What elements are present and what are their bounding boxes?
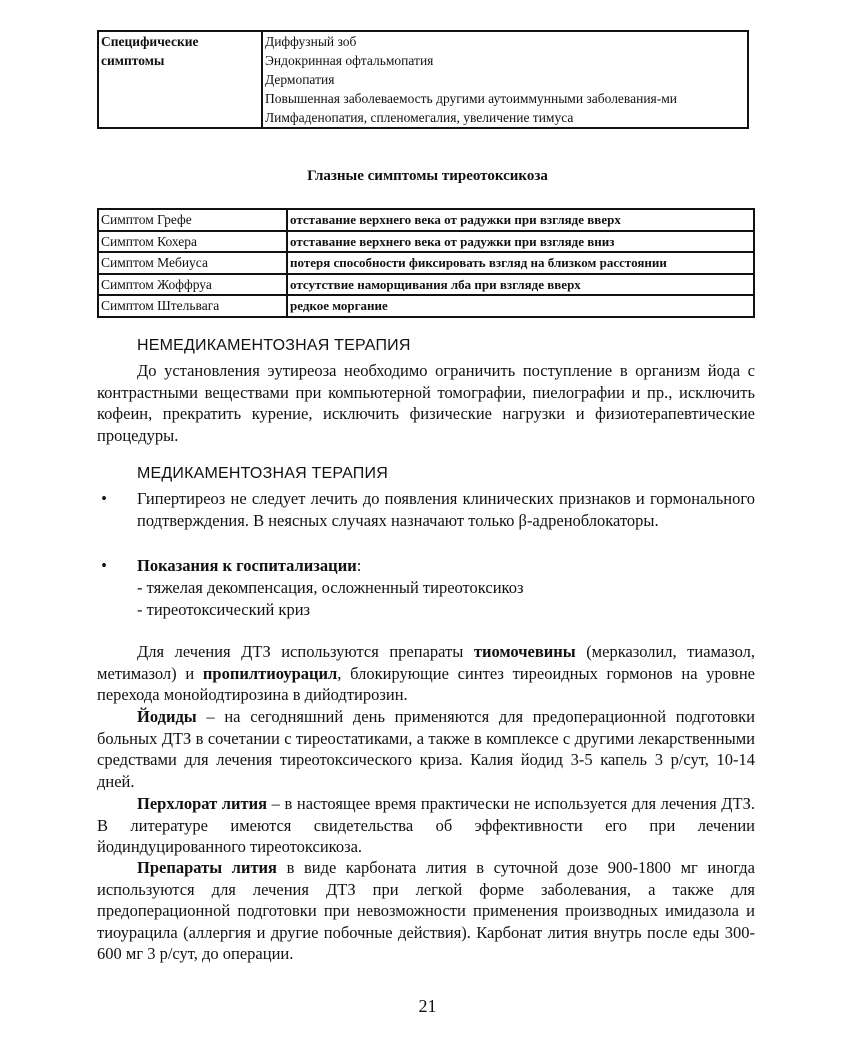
nonmedication-paragraph: До установления эутиреоза необходимо ограничить поступление в организм йода с контрастными веществами при компьютерной томографии, пиелографии и пр., исключить кофеин, прекратить курение, исключить физические нагрузки и физиотерапевтические процедуры. <box>97 361 755 445</box>
symptom-name: Симптом Грефе <box>98 209 287 231</box>
page-number: 21 <box>418 996 437 1016</box>
symptom-description: отсутствие наморщивания лба при взгляде вверх <box>287 274 754 296</box>
hospitalization-label: Показания к госпитализации <box>137 556 357 575</box>
bullet-text <box>137 555 755 577</box>
lithium-perchlorate-paragraph <box>97 793 755 858</box>
symptom-name: Симптом Мебиуса <box>98 252 287 274</box>
hospitalization-item: - тиреотоксический криз <box>137 600 311 619</box>
treatment-paragraph <box>97 641 755 706</box>
text-run: – на сегодняшний день применяются для предоперационной подготовки больных ДТЗ в сочетании с тиреостатиками, а также в комплексе с другими лекарственными средствами для лечения тиреотоксического криза. Калия йодид 3-5 капель 3 р/сут, 10-14 дней. <box>97 707 755 791</box>
specific-symptom-item: Лимфаденопатия, спленомегалия, увеличение тимуса <box>265 110 574 125</box>
text-run: в виде карбоната лития в суточной дозе 900-1800 мг иногда используются для лечения ДТЗ при легкой форме заболевания, а также для предоперационной подготовки при невозможности применения производных имидазола и тиоурацила (аллергия и другие побочные действия). Карбонат лития внутрь после еды 300-600 мг 3 р/сут, до операции. <box>97 858 755 964</box>
colon-text: : <box>356 556 362 575</box>
text-run: (мерказолил, тиамазол, метимазол) и <box>97 642 756 683</box>
eye-symptoms-table <box>97 208 755 318</box>
text-run: , блокирующие синтез тиреоидных гормонов на уровне перехода монойодтирозина в дийодтирозин. <box>97 663 755 705</box>
symptom-name: Симптом Кохера <box>98 231 287 253</box>
hospitalization-item: - тяжелая декомпенсация, осложненный тиреотоксикоз <box>137 578 524 597</box>
nonmedication-heading: НЕМЕДИКАМЕНТОЗНАЯ ТЕРАПИЯ <box>137 337 411 354</box>
bullet-icon: • <box>101 489 107 508</box>
text-run: – в настоящее время практически не используется для лечения ДТЗ. В литературе имеются свидетельства об эффективности его при лечении йодиндуцированного тиреотоксикоза. <box>97 794 755 857</box>
table-row <box>98 295 754 317</box>
list-item <box>97 488 755 554</box>
drug-name: Перхлорат лития <box>137 794 268 813</box>
symptom-description: потеря способности фиксировать взгляд на близком расстоянии <box>287 252 754 274</box>
specific-symptom-item: Эндокринная офтальмопатия <box>265 53 434 68</box>
list-item <box>97 555 755 577</box>
table-row <box>98 209 754 231</box>
specific-symptom-item: Диффузный зоб <box>265 34 357 49</box>
specific-symptoms-label: Специфические симптомы <box>98 31 262 128</box>
medication-heading: МЕДИКАМЕНТОЗНАЯ ТЕРАПИЯ <box>137 465 388 482</box>
drug-name: Йодиды <box>137 707 197 726</box>
eye-symptoms-title: Глазные симптомы тиреотоксикоза <box>307 168 548 184</box>
symptom-description: редкое моргание <box>287 295 754 317</box>
text-run: Для лечения ДТЗ используются препараты <box>137 642 474 661</box>
specific-symptom-item: Дермопатия <box>265 72 335 87</box>
bullet-icon: • <box>101 556 107 575</box>
lithium-preparations-paragraph <box>97 857 755 965</box>
symptom-description: отставание верхнего века от радужки при взгляде вверх <box>287 209 754 231</box>
iodides-paragraph <box>97 706 755 792</box>
specific-symptoms-table <box>97 30 749 129</box>
specific-symptom-item: Повышенная заболеваемость другими аутоиммунными заболевания-ми <box>265 91 678 106</box>
specific-symptoms-list <box>262 31 748 128</box>
table-row <box>98 274 754 296</box>
drug-name: тиомочевины <box>473 642 576 661</box>
symptom-description: отставание верхнего века от радужки при взгляде вниз <box>287 231 754 253</box>
drug-name: Препараты лития <box>137 858 277 877</box>
drug-name: пропилтиоурацил <box>202 663 338 683</box>
bullet-text: Гипертиреоз не следует лечить до появления клинических признаков и гормонального подтверждения. В неясных случаях назначают только β-адреноблокаторы. <box>137 489 755 530</box>
table-row <box>98 252 754 274</box>
symptom-name: Симптом Штельвага <box>98 295 287 317</box>
table-row <box>98 231 754 253</box>
symptom-name: Симптом Жоффруа <box>98 274 287 296</box>
